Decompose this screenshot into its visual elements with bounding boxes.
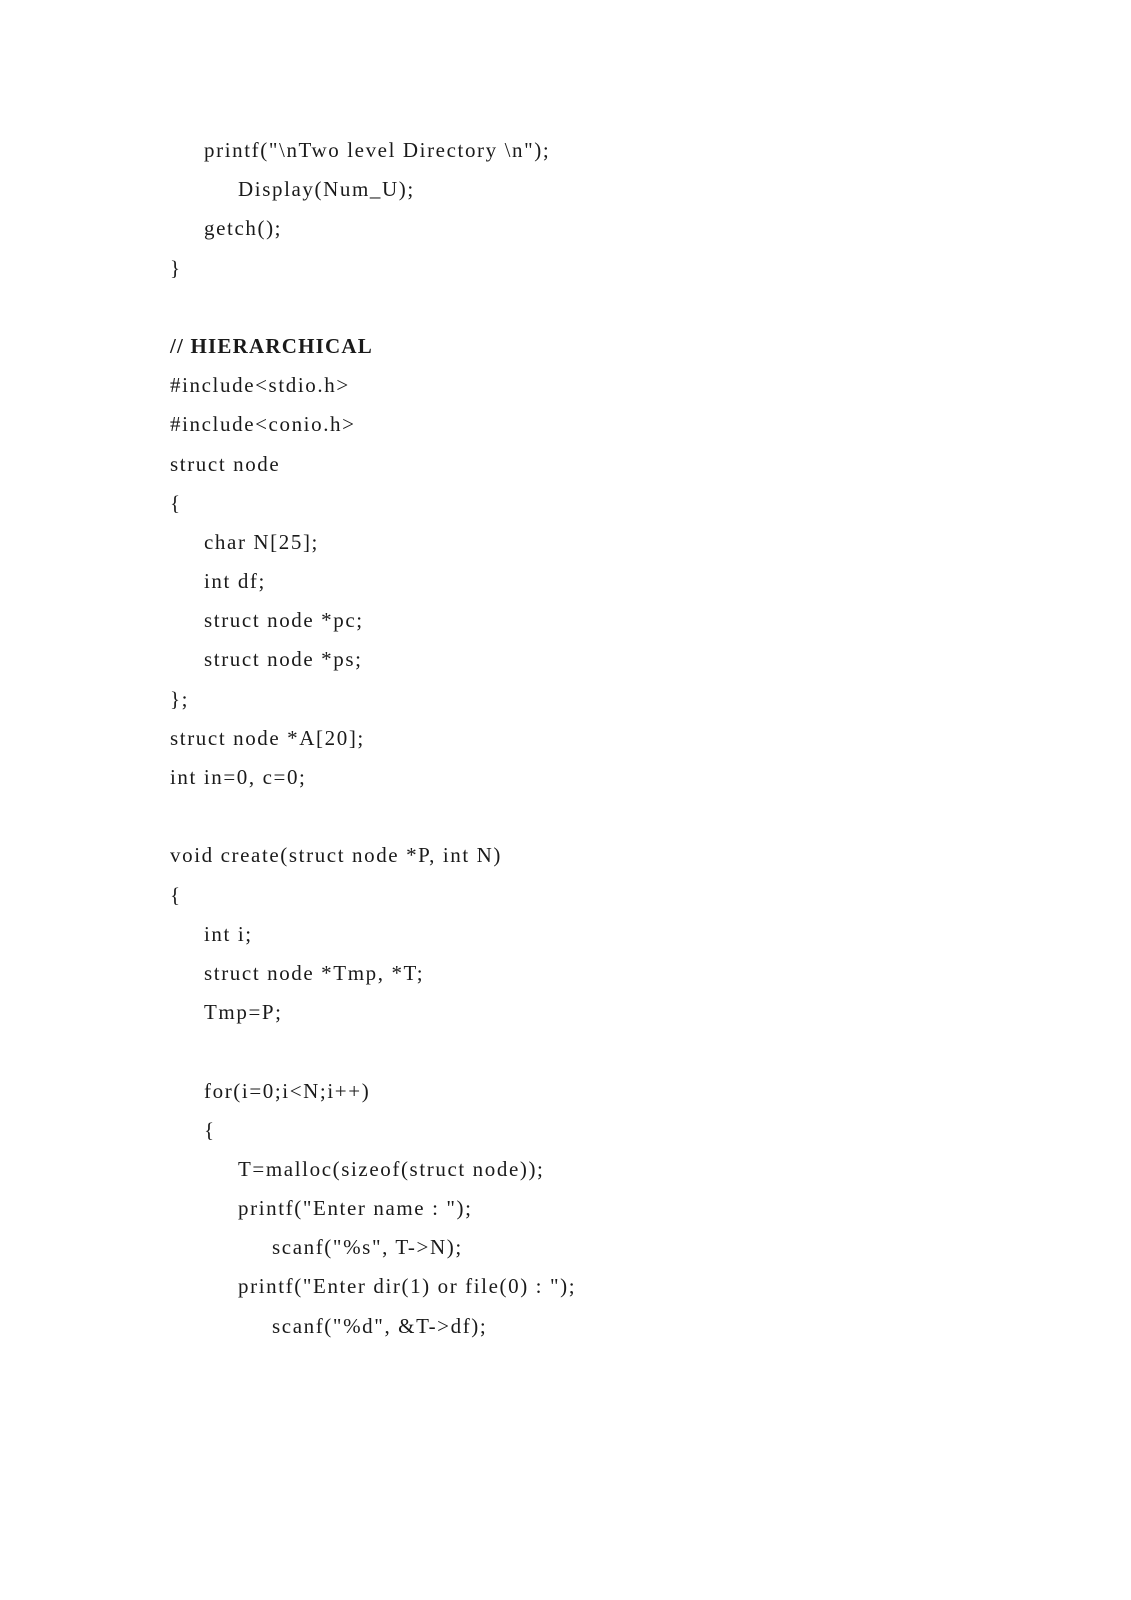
code-line: { — [170, 882, 182, 907]
code-line: #include<stdio.h> — [170, 373, 350, 398]
code-line: printf("Enter name : "); — [238, 1196, 473, 1221]
code-line: struct node *A[20]; — [170, 725, 365, 750]
code-line: int in=0, c=0; — [170, 765, 307, 789]
code-line: for(i=0;i<N;i++) — [204, 1078, 371, 1103]
blank-line — [170, 1032, 576, 1071]
blank-line — [170, 288, 576, 327]
code-line: #include<conio.h> — [170, 412, 356, 437]
code-line: char N[25]; — [204, 529, 319, 554]
code-line: int df; — [204, 569, 266, 594]
code-listing — [170, 131, 576, 1346]
code-line: T=malloc(sizeof(struct node)); — [238, 1156, 545, 1181]
code-line: int i; — [204, 921, 253, 946]
code-line: struct node *Tmp, *T; — [204, 960, 425, 985]
code-line: }; — [170, 686, 190, 711]
code-line: scanf("%d", &T->df); — [272, 1313, 488, 1338]
code-line: struct node *pc; — [204, 608, 364, 633]
blank-line — [170, 797, 576, 836]
code-line: } — [170, 255, 182, 280]
code-line: struct node *ps; — [204, 647, 363, 672]
code-line: printf("\nTwo level Directory \n"); — [204, 138, 551, 162]
code-line: getch(); — [204, 216, 283, 241]
code-line: void create(struct node *P, int N) — [170, 843, 502, 868]
code-line: { — [204, 1117, 216, 1142]
code-line: scanf("%s", T->N); — [272, 1235, 463, 1260]
code-line: printf("Enter dir(1) or file(0) : "); — [238, 1274, 577, 1299]
section-heading: // HIERARCHICAL — [170, 333, 373, 358]
code-line: { — [170, 490, 182, 515]
code-line: Tmp=P; — [204, 1000, 283, 1025]
code-line: struct node — [170, 451, 281, 476]
code-line: Display(Num_U); — [238, 177, 415, 202]
